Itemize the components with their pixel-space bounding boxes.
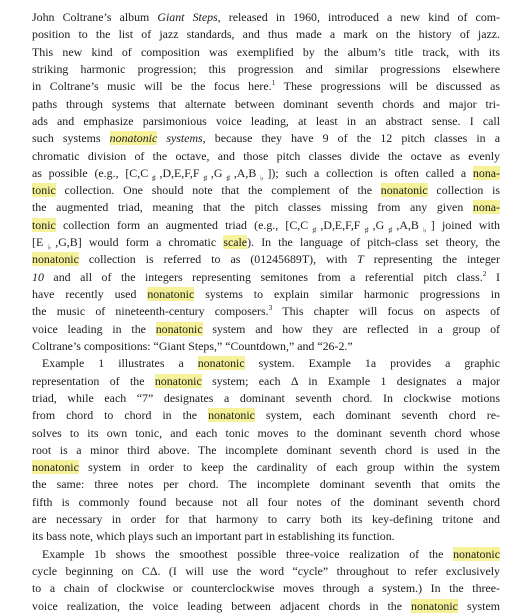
text-run: systems to explain similar harmonic progressions in — [194, 287, 501, 301]
text-run: are necessary in order for that harmony to carry both its key-defining tritone and — [32, 512, 500, 527]
text-line — [32, 217, 500, 234]
text-line — [32, 407, 500, 424]
text-line — [32, 26, 500, 43]
italic-text: systems — [157, 131, 203, 146]
highlighted-term: nonatonic — [380, 183, 428, 198]
text-run: ]); such a collection is often called a — [267, 165, 473, 180]
highlighted-term: nona- — [472, 200, 500, 215]
text-run: ,G — [372, 217, 385, 232]
text-run: , released in 1960, introduced a new kind of com- — [217, 10, 500, 24]
text-line — [32, 373, 500, 390]
text-run: to a chain of clockwise or counterclockwise moves through a system.) In the three- — [32, 581, 500, 596]
text-run: the augmented triad, meaning that the pitch classes missing from any given — [32, 200, 473, 215]
text-run: ,G — [210, 165, 223, 180]
text-run: striking harmonic progression; this progression and similar progressions elsewhere — [32, 61, 500, 76]
text-line — [32, 338, 500, 355]
text-line — [32, 303, 500, 320]
accidental-subscript: ♯ — [360, 225, 373, 235]
text-line — [32, 580, 500, 597]
text-line — [32, 563, 500, 580]
text-line — [32, 459, 500, 476]
text-run: This new kind of composition was exemplified by the album’s title track, with its — [32, 44, 500, 59]
text-run: collection form an augmented triad (e.g., [C,C — [55, 217, 309, 232]
accidental-subscript: ♯ — [384, 225, 397, 235]
accidental-subscript: ♯ — [148, 173, 160, 183]
text-line — [32, 148, 500, 165]
text-run: [E — [32, 235, 44, 250]
text-run: ads and emphasize parsimonious voice leading, at least in an abstract sense. I call — [32, 113, 500, 128]
accidental-subscript: ♯ — [199, 173, 211, 183]
text-run: system and how they are reflected in a group of — [202, 321, 500, 336]
text-run: voice realization, the voice leading between adjacent chords in the — [32, 598, 412, 613]
text-run: This chapter will focus on aspects of — [272, 304, 500, 319]
text-run: chromatic division of the octave, and those pitch classes divide the octave as evenly — [32, 148, 500, 163]
text-line — [32, 199, 500, 216]
text-run: Coltrane’s compositions: “Giant Steps,” “Countdown,” and “26-2.” — [32, 338, 353, 353]
text-run: collection. One should note that the complement of the — [55, 183, 381, 198]
text-line — [32, 78, 500, 95]
italic-text: 10 — [32, 269, 44, 284]
accidental-subscript: ♭ — [43, 242, 56, 252]
text-line — [32, 546, 500, 563]
highlighted-term: tonic — [32, 217, 56, 232]
accidental-subscript: ♯ — [308, 225, 321, 235]
text-run: solves to its own tonic, and each tonic moves to the dominant seventh chord whose — [32, 425, 500, 440]
text-line — [32, 130, 500, 147]
text-line — [32, 442, 500, 459]
text-run: , because they have 9 of the 12 pitch classes in a — [202, 131, 500, 146]
text-run: in Coltrane’s music will be the focus here. — [32, 79, 272, 94]
text-line — [32, 598, 500, 615]
text-line — [32, 234, 500, 251]
text-run: representing the integer — [363, 252, 500, 267]
text-line — [32, 61, 500, 78]
text-line — [32, 113, 500, 130]
highlighted-term: nonatonic — [411, 598, 458, 613]
text-line — [32, 286, 500, 303]
italic-text: T — [357, 252, 364, 267]
text-run: root is a minor third above. The incomplete dominant seventh chord is used in the — [32, 442, 500, 457]
text-run: system; each Δ in Example 1 designates a major — [201, 373, 500, 388]
text-run: ,A,B — [233, 165, 257, 180]
footnote-marker: 3 — [268, 303, 273, 313]
text-line — [32, 44, 500, 61]
text-line — [32, 165, 500, 182]
text-run: as possible (e.g., [C,C — [32, 165, 149, 180]
highlighted-term: scale — [223, 235, 248, 250]
text-line — [32, 390, 500, 407]
text-line — [32, 528, 500, 545]
text-run: ,G,B] would form a chromatic — [55, 235, 224, 250]
text-run: ,D,E,F,F — [159, 165, 200, 180]
accidental-subscript: ♭ — [256, 173, 268, 183]
text-run: Example 1 illustrates a — [42, 356, 198, 371]
text-run: triad, while each “7” designates a dominant seventh chord. In clockwise motions — [32, 390, 500, 405]
text-line — [32, 269, 500, 286]
text-run: ). In the language of pitch-class set theory, the — [247, 235, 500, 250]
body-text — [32, 9, 500, 615]
text-run: collection is referred to as (01245689T), with — [78, 252, 358, 267]
text-run: system. Example 1a provides a graphic — [244, 356, 500, 371]
text-run: ] joined with — [430, 217, 500, 232]
accidental-subscript: ♯ — [222, 173, 234, 183]
text-run: These progressions will be discussed as — [275, 79, 500, 94]
text-run: system — [457, 598, 500, 613]
text-line — [32, 321, 500, 338]
highlighted-term: nonatonic — [208, 408, 255, 423]
text-run: John Coltrane’s album — [32, 10, 158, 24]
text-run: paths through systems that alternate between dominant seventh chords and major tri- — [32, 96, 500, 111]
text-run: have recently used — [32, 287, 148, 301]
text-run: such systems — [32, 131, 110, 146]
text-line — [32, 494, 500, 511]
highlighted-term: nonatonic — [155, 321, 203, 336]
highlighted-term: nonatonic — [147, 287, 195, 301]
text-run: cycle beginning on CΔ. (I will use the word “cycle” throughout to refer exclusively — [32, 564, 500, 578]
text-run: ,A,B — [396, 217, 419, 232]
text-run: the music of nineteenth-century composers. — [32, 304, 269, 319]
text-line — [32, 251, 500, 268]
text-run: representation of the — [32, 373, 155, 388]
text-line — [32, 355, 500, 372]
text-run: its bass note, which plays such an important part in establishing its function. — [32, 529, 395, 544]
highlighted-term: tonic — [32, 183, 56, 198]
highlighted-term: nona- — [472, 165, 500, 180]
text-run: from chord to chord in the — [32, 408, 209, 423]
highlighted-term: nonatonic — [197, 356, 245, 371]
text-run: voice leading in the — [32, 321, 156, 336]
text-line — [32, 511, 500, 528]
footnote-marker: 2 — [482, 268, 487, 278]
text-run: the same: three notes per chord. The incomplete dominant seventh that omits the — [32, 477, 500, 492]
text-line — [32, 96, 500, 113]
text-line — [32, 476, 500, 493]
highlighted-term: nonatonic — [32, 252, 79, 267]
text-run: and all of the integers representing semitones from a referential pitch class. — [43, 269, 483, 284]
text-run: fifth is commonly found because not all four notes of the dominant seventh chord — [32, 494, 500, 509]
highlighted-term: nonatonic — [453, 546, 500, 561]
highlighted-term: nonatonic — [154, 373, 202, 388]
text-run: Example 1b shows the smoothest possible three-voice realization of the — [42, 546, 454, 561]
highlighted-term: nonatonic — [109, 131, 158, 146]
text-run: ,D,E,F,F — [320, 217, 361, 232]
text-line — [32, 425, 500, 442]
text-line — [32, 9, 500, 26]
text-run: system in order to keep the cardinality of each group within the system — [78, 460, 500, 475]
footnote-marker: 1 — [271, 78, 276, 88]
italic-text: Giant Steps — [157, 10, 218, 24]
highlighted-term: nonatonic — [32, 460, 79, 475]
text-run: system, each dominant seventh chord re- — [254, 408, 501, 423]
accidental-subscript: ♭ — [418, 225, 431, 235]
text-run: I — [486, 269, 500, 284]
text-line — [32, 182, 500, 199]
text-run: position to the list of jazz standards, and thus made a mark on the history of jazz. — [32, 27, 500, 42]
text-run: collection is — [427, 183, 501, 198]
